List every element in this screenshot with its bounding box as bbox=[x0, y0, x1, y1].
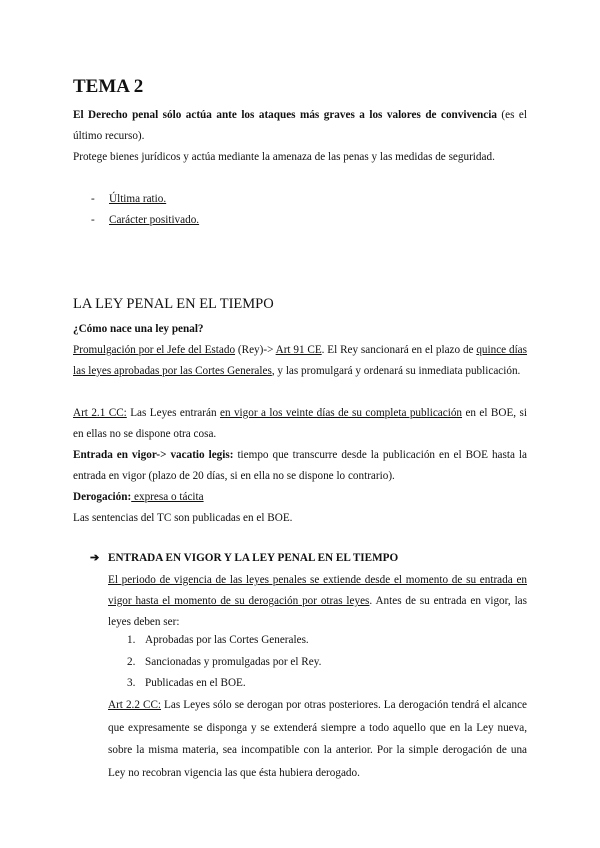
numbered-item: 3. Publicadas en el BOE. bbox=[127, 677, 246, 689]
bullet-item: - Carácter positivado. bbox=[91, 214, 200, 226]
page-title: TEMA 2 bbox=[73, 76, 144, 97]
intro-paragraph bbox=[73, 105, 527, 147]
intro-bold: El Derecho penal sólo actúa ante los ataques más graves a los valores de convivencia bbox=[73, 109, 497, 121]
subsection-heading: ➔ ENTRADA EN VIGOR Y LA LEY PENAL EN EL TIEMPO bbox=[90, 548, 398, 569]
tc-paragraph: Las sentencias del TC son publicadas en el BOE. bbox=[73, 512, 293, 524]
numbered-item: 2. Sancionadas y promulgadas por el Rey. bbox=[127, 656, 322, 668]
arrow-icon: ➔ bbox=[90, 552, 100, 564]
art21-paragraph: Art 2.1 CC: Las Leyes entrarán en vigor a los veinte días de su completa publicación en el BOE, si en ellas no se dispone otra cosa. bbox=[73, 407, 527, 440]
art22-paragraph: Art 2.2 CC: Las Leyes sólo se derogan por otras posteriores. La derogación tendrá el alcance que expresamente se disponga y se extenderá siempre a todo aquello que en la Ley nueva, sobre la misma materia, sea incompatible con la anterior. Por la simple derogación de una Ley no recobran vigencia las que ésta hubiera derogado. bbox=[108, 699, 527, 779]
vacatio-paragraph: Entrada en vigor-> vacatio legis: tiempo que transcurre desde la publicación en el BOE hasta la entrada en vigor (plazo de 20 días, si en ella no se dispone lo contrario). bbox=[73, 449, 527, 482]
vigencia-paragraph: El periodo de vigencia de las leyes penales se extiende desde el momento de su entrada en vigor hasta el momento de su derogación por otras leyes. Antes de su entrada en vigor, las leyes deben ser: bbox=[108, 574, 528, 628]
promulgacion-paragraph: Promulgación por el Jefe del Estado (Rey)-> Art 91 CE. El Rey sancionará en el plazo de quince días las leyes aprobadas por las Cortes Generales, y las promulgará y ordenará su inmediata publicación. bbox=[73, 344, 528, 377]
numbered-item: 1. Aprobadas por las Cortes Generales. bbox=[127, 634, 309, 646]
section-question: ¿Cómo nace una ley penal? bbox=[73, 323, 204, 335]
intro-rest: (es el último recurso). bbox=[73, 109, 527, 142]
derogacion-paragraph: Derogación: expresa o tácita bbox=[73, 491, 204, 503]
section-title: LA LEY PENAL EN EL TIEMPO bbox=[73, 296, 274, 312]
intro-paragraph-2: Protege bienes jurídicos y actúa mediante la amenaza de las penas y las medidas de seguridad. bbox=[73, 151, 495, 163]
bullet-item: - Última ratio. bbox=[91, 193, 167, 205]
